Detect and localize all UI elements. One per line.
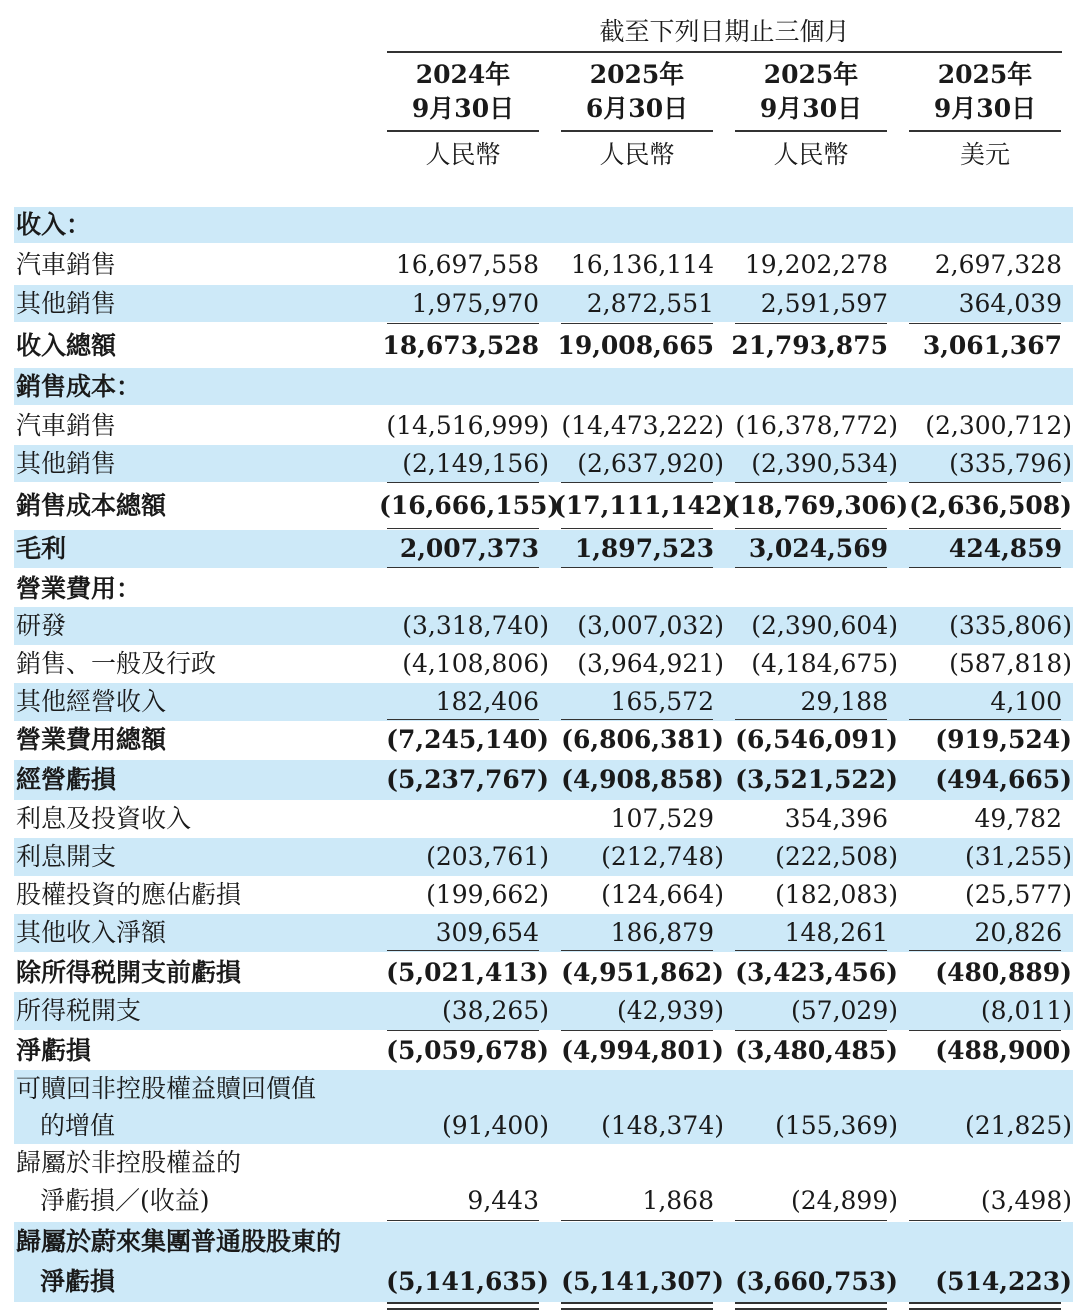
subtotal-rule [387, 1030, 539, 1031]
row-value: (3,660,753) [735, 1267, 898, 1296]
subtotal-rule [735, 1030, 887, 1031]
row-value: (3,480,485) [735, 1036, 898, 1065]
row-label: 其他經營收入 [16, 687, 167, 716]
row-value: (2,636,508) [909, 491, 1072, 520]
table-row [14, 285, 1073, 322]
subtotal-rule [735, 719, 887, 720]
subtotal-rule [561, 1220, 713, 1221]
row-value: 29,188 [800, 687, 888, 716]
table-row [14, 914, 1073, 952]
row-value: 21,793,875 [731, 331, 888, 360]
column-currency: 人民幣 [599, 140, 675, 169]
row-value: 182,406 [435, 687, 539, 716]
row-value: (16,666,155) [379, 491, 560, 520]
table-row [14, 607, 1073, 645]
column-year: 2025年 [937, 60, 1033, 89]
table-row [14, 838, 1073, 876]
row-value: (2,149,156) [402, 449, 549, 478]
column-year: 2025年 [589, 60, 685, 89]
table-row [14, 683, 1073, 721]
row-value: (2,390,534) [751, 449, 898, 478]
subtotal-rule [387, 1220, 539, 1221]
table-row [14, 1032, 1073, 1070]
row-label: 銷售、一般及行政 [16, 649, 217, 678]
row-value: (3,498) [980, 1186, 1072, 1215]
subtotal-rule [561, 719, 713, 720]
row-value: 2,007,373 [399, 534, 539, 563]
row-label: 股權投資的應佔虧損 [16, 880, 242, 909]
column-rule [735, 130, 887, 132]
row-value: (5,059,678) [386, 1036, 549, 1065]
subtotal-rule [735, 528, 887, 529]
table-row [14, 368, 1073, 405]
row-value: (91,400) [442, 1111, 549, 1140]
row-label: 研發 [16, 611, 67, 640]
table-row [14, 645, 1073, 683]
row-value: 19,008,665 [557, 331, 714, 360]
column-date: 6月30日 [585, 94, 689, 123]
row-value: (5,141,635) [386, 1267, 549, 1296]
column-year: 2025年 [763, 60, 859, 89]
subtotal-rule [561, 950, 713, 951]
subtotal-rule [909, 1030, 1061, 1031]
row-label: 銷售成本： [16, 372, 142, 401]
row-value: 364,039 [958, 289, 1062, 318]
total-double-rule [735, 1302, 887, 1310]
row-value: (3,964,921) [577, 649, 724, 678]
row-value: (4,994,801) [561, 1036, 724, 1065]
row-value: 20,826 [974, 918, 1062, 947]
table-row [14, 325, 1073, 367]
row-value: 9,443 [467, 1186, 539, 1215]
row-value: 1,975,970 [411, 289, 539, 318]
subtotal-rule [387, 482, 539, 483]
row-value: (919,524) [935, 725, 1072, 754]
table-row [14, 876, 1073, 914]
row-value: (14,516,999) [386, 411, 549, 440]
row-value: 3,024,569 [748, 534, 888, 563]
row-label-continued: 的增值 [40, 1111, 116, 1140]
row-value: (5,141,307) [561, 1267, 724, 1296]
row-value: (203,761) [426, 842, 549, 871]
row-value: (182,083) [775, 880, 898, 909]
row-value: (42,939) [617, 996, 724, 1025]
row-value: (199,662) [426, 880, 549, 909]
table-row [14, 445, 1073, 482]
column-currency: 人民幣 [425, 140, 501, 169]
row-label: 其他銷售 [16, 289, 117, 318]
row-label: 所得税開支 [16, 996, 142, 1025]
row-label: 其他收入淨額 [16, 918, 167, 947]
subtotal-rule [387, 567, 539, 568]
column-rule [909, 130, 1061, 132]
row-label: 營業費用總額 [16, 725, 167, 754]
total-double-rule [909, 1302, 1061, 1310]
row-label: 利息開支 [16, 842, 117, 871]
row-label: 汽車銷售 [16, 411, 117, 440]
row-label: 營業費用： [16, 574, 142, 603]
row-value: 1,868 [642, 1186, 714, 1215]
subtotal-rule [387, 950, 539, 951]
table-row [14, 246, 1073, 283]
row-label: 經營虧損 [16, 765, 117, 794]
row-value: (335,806) [949, 611, 1072, 640]
subtotal-rule [561, 1030, 713, 1031]
row-value: (148,374) [601, 1111, 724, 1140]
row-label: 除所得税開支前虧損 [16, 958, 242, 987]
row-value: (5,237,767) [386, 765, 549, 794]
subtotal-rule [909, 719, 1061, 720]
subtotal-rule [735, 323, 887, 324]
row-value: (18,769,306) [728, 491, 909, 520]
row-value: (3,521,522) [735, 765, 898, 794]
total-double-rule [561, 1302, 713, 1310]
row-value: 18,673,528 [382, 331, 539, 360]
column-header-0 [387, 58, 539, 172]
subtotal-rule [387, 323, 539, 324]
row-value: (2,300,712) [925, 411, 1072, 440]
row-value: (4,951,862) [561, 958, 724, 987]
table-row [14, 1070, 1073, 1144]
table-row [14, 484, 1073, 527]
row-value: 148,261 [784, 918, 888, 947]
row-value: 1,897,523 [574, 534, 714, 563]
column-header-2 [735, 58, 887, 172]
period-heading: 截至下列日期止三個月 [599, 17, 850, 46]
row-value: (4,108,806) [402, 649, 549, 678]
row-value: (480,889) [935, 958, 1072, 987]
row-value: 165,572 [610, 687, 714, 716]
row-value: 309,654 [435, 918, 539, 947]
row-value: (587,818) [949, 649, 1072, 678]
row-value: 2,591,597 [760, 289, 888, 318]
column-currency: 美元 [959, 140, 1010, 169]
row-value: (6,806,381) [561, 725, 724, 754]
subtotal-rule [387, 719, 539, 720]
row-value: (212,748) [601, 842, 724, 871]
row-value: 19,202,278 [744, 250, 888, 279]
subtotal-rule [561, 323, 713, 324]
row-value: (124,664) [601, 880, 724, 909]
row-value: (14,473,222) [561, 411, 724, 440]
subtotal-rule [909, 482, 1061, 483]
row-value: (5,021,413) [386, 958, 549, 987]
subtotal-rule [909, 950, 1061, 951]
row-value: 4,100 [990, 687, 1062, 716]
table-row [14, 530, 1073, 568]
column-currency: 人民幣 [773, 140, 849, 169]
row-label: 其他銷售 [16, 449, 117, 478]
table-row [14, 1144, 1073, 1220]
subtotal-rule [909, 1220, 1061, 1221]
row-label: 淨虧損 [16, 1036, 92, 1065]
table-row [14, 207, 1073, 243]
table-row [14, 570, 1073, 607]
row-value: 107,529 [610, 804, 714, 833]
row-value: (494,665) [935, 765, 1072, 794]
row-value: (8,011) [980, 996, 1072, 1025]
table-row [14, 992, 1073, 1030]
row-value: (514,223) [935, 1267, 1072, 1296]
row-value: (6,546,091) [735, 725, 898, 754]
row-label: 歸屬於蔚來集團普通股股東的 [16, 1227, 342, 1256]
row-label: 收入： [16, 210, 92, 239]
row-value: 354,396 [784, 804, 888, 833]
column-header-1 [561, 58, 713, 172]
row-label: 可贖回非控股權益贖回價值 [16, 1074, 317, 1103]
subtotal-rule [561, 567, 713, 568]
row-value: (222,508) [775, 842, 898, 871]
row-value: (31,255) [965, 842, 1072, 871]
row-value: (155,369) [775, 1111, 898, 1140]
subtotal-rule [735, 567, 887, 568]
row-value: (3,318,740) [402, 611, 549, 640]
row-value: (335,796) [949, 449, 1072, 478]
table-row [14, 721, 1073, 759]
row-value: 424,859 [948, 534, 1062, 563]
row-value: 2,872,551 [586, 289, 714, 318]
row-value: 16,697,558 [395, 250, 539, 279]
row-label-continued: 淨虧損 [40, 1267, 116, 1296]
row-value: (38,265) [442, 996, 549, 1025]
table-row [14, 760, 1073, 800]
subtotal-rule [909, 567, 1061, 568]
subtotal-rule [735, 950, 887, 951]
subtotal-rule [735, 1220, 887, 1221]
row-label: 收入總額 [16, 331, 117, 360]
row-label-continued: 淨虧損／(收益) [40, 1186, 210, 1215]
column-date: 9月30日 [933, 94, 1037, 123]
subtotal-rule [909, 323, 1061, 324]
row-label: 毛利 [16, 534, 67, 563]
column-header-3 [909, 58, 1061, 172]
period-rule [387, 51, 1062, 53]
row-label: 銷售成本總額 [16, 491, 167, 520]
row-value: (3,007,032) [577, 611, 724, 640]
subtotal-rule [909, 528, 1061, 529]
row-label: 歸屬於非控股權益的 [16, 1148, 242, 1177]
row-value: 3,061,367 [922, 331, 1062, 360]
row-value: (16,378,772) [735, 411, 898, 440]
row-value: (17,111,142) [554, 491, 735, 520]
subtotal-rule [561, 482, 713, 483]
subtotal-rule [735, 482, 887, 483]
column-year: 2024年 [415, 60, 511, 89]
row-value: (25,577) [965, 880, 1072, 909]
column-date: 9月30日 [411, 94, 515, 123]
row-value: (2,637,920) [577, 449, 724, 478]
subtotal-rule [561, 528, 713, 529]
subtotal-rule [387, 528, 539, 529]
table-row [14, 1222, 1073, 1302]
row-value: 49,782 [974, 804, 1062, 833]
row-value: (3,423,456) [735, 958, 898, 987]
row-value: (4,184,675) [751, 649, 898, 678]
row-value: 2,697,328 [934, 250, 1062, 279]
column-date: 9月30日 [759, 94, 863, 123]
row-value: (4,908,858) [561, 765, 724, 794]
row-label: 汽車銷售 [16, 250, 117, 279]
row-value: (24,899) [791, 1186, 898, 1215]
row-value: (7,245,140) [386, 725, 549, 754]
table-row [14, 406, 1073, 445]
column-rule [561, 130, 713, 132]
row-value: (21,825) [965, 1111, 1072, 1140]
row-value: (2,390,604) [751, 611, 898, 640]
row-value: 186,879 [610, 918, 714, 947]
row-value: 16,136,114 [570, 250, 714, 279]
row-label: 利息及投資收入 [16, 804, 192, 833]
column-rule [387, 130, 539, 132]
total-double-rule [387, 1302, 539, 1310]
table-row [14, 952, 1073, 994]
table-row [14, 800, 1073, 838]
row-value: (488,900) [935, 1036, 1072, 1065]
row-value: (57,029) [791, 996, 898, 1025]
